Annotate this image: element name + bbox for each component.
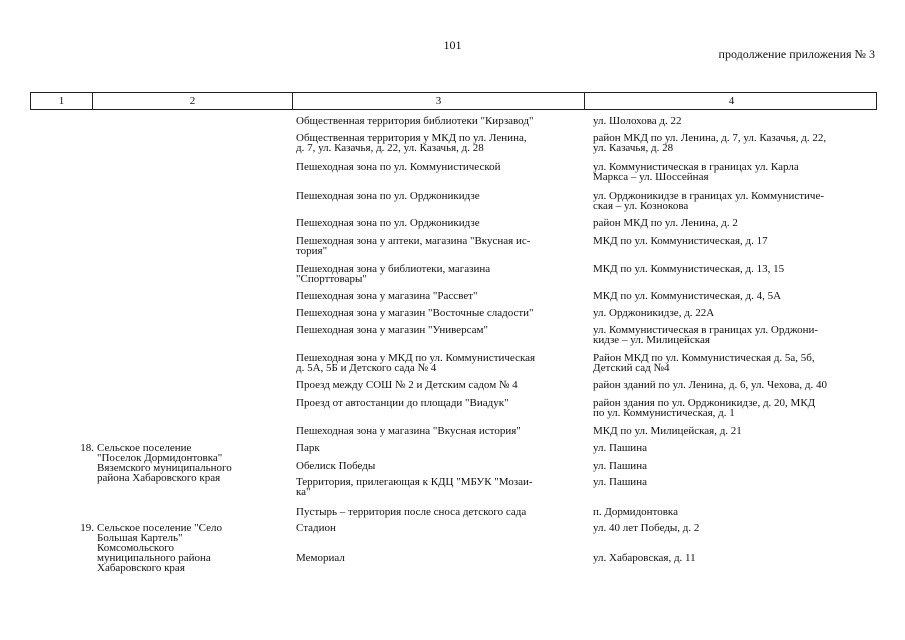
object-address-line: ул. 40 лет Победы, д. 2 bbox=[593, 522, 700, 534]
object-address-line: кидзе – ул. Милицейская bbox=[593, 334, 710, 346]
settlement-name-line: района Хабаровского края bbox=[97, 472, 221, 484]
settlement-name bbox=[97, 443, 232, 483]
object-address bbox=[593, 353, 815, 373]
object-name-line: Пешеходная зона по ул. Коммунистической bbox=[296, 161, 501, 173]
settlement-name-line: Хабаровского края bbox=[97, 562, 185, 574]
object-name-line: Проезд от автостанции до площади "Виадук" bbox=[296, 397, 509, 409]
object-address-line: ул. Пашина bbox=[593, 460, 647, 472]
object-name bbox=[296, 264, 490, 284]
object-address-line: район МКД по ул. Ленина, д. 7, ул. Казачья, д. 22, bbox=[593, 132, 827, 144]
object-address-line: ул. Пашина bbox=[593, 442, 647, 454]
object-name-line: Пешеходная зона по ул. Орджоникидзе bbox=[296, 217, 480, 229]
object-address bbox=[593, 264, 784, 274]
object-name-line: Территория, прилегающая к КДЦ "МБУК "Мозаи- bbox=[296, 476, 533, 488]
object-address bbox=[593, 133, 826, 153]
object-name-line: Пешеходная зона у аптеки, магазина "Вкусная ис- bbox=[296, 235, 531, 247]
object-address-line: ул. Коммунистическая в границах ул. Карла bbox=[593, 161, 799, 173]
settlement-name bbox=[97, 523, 222, 573]
object-address bbox=[593, 325, 818, 345]
object-name bbox=[296, 308, 534, 318]
object-name-line: ка" bbox=[296, 486, 311, 498]
settlement-name-line: Комсомольского bbox=[97, 542, 174, 554]
object-name-line: Мемориал bbox=[296, 552, 345, 564]
object-name bbox=[296, 477, 533, 497]
object-name bbox=[296, 133, 527, 153]
object-address-line: ул. Хабаровская, д. 11 bbox=[593, 552, 696, 564]
object-name bbox=[296, 553, 345, 563]
object-name-line: Пустырь – территория после сноса детского сада bbox=[296, 506, 527, 518]
row-number: 19. bbox=[80, 522, 94, 534]
object-address-line: по ул. Коммунистическая, д. 1 bbox=[593, 407, 735, 419]
object-name bbox=[296, 380, 518, 390]
page-number: 101 bbox=[443, 38, 462, 52]
header-col-3: 3 bbox=[293, 93, 585, 109]
settlement-name-line: муниципального района bbox=[97, 552, 211, 564]
header-col-4: 4 bbox=[728, 95, 735, 107]
row-number: 18. bbox=[80, 442, 94, 454]
object-address-line: Маркса – ул. Шоссейная bbox=[593, 171, 709, 183]
object-name-line: д. 7, ул. Казачья, д. 22, ул. Казачья, д. 28 bbox=[296, 142, 484, 154]
object-address bbox=[593, 191, 824, 211]
object-name-line: Стадион bbox=[296, 522, 336, 534]
object-address-line: ул. Казачья, д. 28 bbox=[593, 142, 674, 154]
object-address-line: ул. Шолохова д. 22 bbox=[593, 115, 682, 127]
object-address bbox=[593, 553, 696, 563]
object-name-line: Пешеходная зона у магазина "Рассвет" bbox=[296, 290, 478, 302]
object-name-line: Парк bbox=[296, 442, 320, 454]
object-name bbox=[296, 325, 488, 335]
object-name bbox=[296, 426, 521, 436]
object-name bbox=[296, 236, 530, 256]
object-name bbox=[296, 191, 480, 201]
continuation-note: продолжение приложения № 3 bbox=[718, 47, 875, 61]
object-address-line: МКД по ул. Коммунистическая, д. 4, 5А bbox=[593, 290, 782, 302]
settlement-name-line: Сельское поселение bbox=[97, 442, 192, 454]
object-address-line: район здания по ул. Орджоникидзе, д. 20, МКД bbox=[593, 397, 816, 409]
header-col-1: 1 bbox=[31, 93, 93, 109]
object-address-line: МКД по ул. Коммунистическая, д. 13, 15 bbox=[593, 263, 785, 275]
object-name bbox=[296, 291, 478, 301]
object-address bbox=[593, 380, 827, 390]
object-name-line: Пешеходная зона у магазин "Восточные сладости" bbox=[296, 307, 534, 319]
object-address bbox=[593, 443, 647, 453]
object-address bbox=[593, 523, 699, 533]
object-name-line: "Спорттовары" bbox=[296, 273, 367, 285]
object-name bbox=[296, 218, 480, 228]
object-address bbox=[593, 461, 647, 471]
object-name-line: Общественная территория библиотеки "Кирзавод" bbox=[296, 115, 534, 127]
object-address bbox=[593, 477, 647, 487]
object-address-line: ул. Орджоникидзе в границах ул. Коммунистиче- bbox=[593, 190, 825, 202]
object-name-line: д. 5А, 5Б и Детского сада № 4 bbox=[296, 362, 437, 374]
object-address-line: Детский сад №4 bbox=[593, 362, 670, 374]
object-address-line: Район МКД по ул. Коммунистическая д. 5а, 5б, bbox=[593, 352, 815, 364]
object-name-line: Пешеходная зона у МКД по ул. Коммунистическая bbox=[296, 352, 536, 364]
object-address bbox=[593, 507, 678, 517]
object-name-line: Пешеходная зона у магазина "Вкусная история" bbox=[296, 425, 521, 437]
object-address bbox=[593, 218, 738, 228]
object-name-line: Обелиск Победы bbox=[296, 460, 376, 472]
object-address-line: п. Дормидонтовка bbox=[593, 506, 678, 518]
object-name-line: Пешеходная зона по ул. Орджоникидзе bbox=[296, 190, 480, 202]
table-header bbox=[30, 92, 877, 110]
object-address-line: МКД по ул. Милицейская, д. 21 bbox=[593, 425, 742, 437]
object-name bbox=[296, 443, 320, 453]
object-name bbox=[296, 461, 375, 471]
object-name bbox=[296, 116, 533, 126]
object-address bbox=[593, 116, 682, 126]
object-address-line: район МКД по ул. Ленина, д. 2 bbox=[593, 217, 738, 229]
header-col-2: 2 bbox=[93, 93, 293, 109]
object-name bbox=[296, 523, 336, 533]
object-address bbox=[593, 426, 742, 436]
settlement-name-line: Большая Картель" bbox=[97, 532, 183, 544]
object-name-line: Пешеходная зона у магазин "Универсам" bbox=[296, 324, 489, 336]
object-name-line: Общественная территория у МКД по ул. Ленина, bbox=[296, 132, 527, 144]
object-address bbox=[593, 398, 815, 418]
object-address-line: ул. Коммунистическая в границах ул. Орджони- bbox=[593, 324, 819, 336]
object-name bbox=[296, 398, 509, 408]
object-address-line: район зданий по ул. Ленина, д. 6, ул. Чехова, д. 40 bbox=[593, 379, 827, 391]
object-name-line: Проезд между СОШ № 2 и Детским садом № 4 bbox=[296, 379, 518, 391]
object-address bbox=[593, 236, 768, 246]
object-address-line: ская – ул. Кознокова bbox=[593, 200, 689, 212]
object-name bbox=[296, 353, 535, 373]
object-address bbox=[593, 291, 781, 301]
object-address-line: МКД по ул. Коммунистическая, д. 17 bbox=[593, 235, 768, 247]
object-name-line: Пешеходная зона у библиотеки, магазина bbox=[296, 263, 491, 275]
object-name bbox=[296, 162, 501, 172]
settlement-name-line: Сельское поселение "Село bbox=[97, 522, 222, 534]
object-address bbox=[593, 308, 714, 318]
settlement-name-line: Вяземского муниципального bbox=[97, 462, 232, 474]
object-address bbox=[593, 162, 799, 182]
object-address-line: ул. Пашина bbox=[593, 476, 647, 488]
settlement-name-line: "Поселок Дормидонтовка" bbox=[97, 452, 223, 464]
object-name-line: тория" bbox=[296, 245, 328, 257]
object-address-line: ул. Орджоникидзе, д. 22А bbox=[593, 307, 715, 319]
object-name bbox=[296, 507, 526, 517]
